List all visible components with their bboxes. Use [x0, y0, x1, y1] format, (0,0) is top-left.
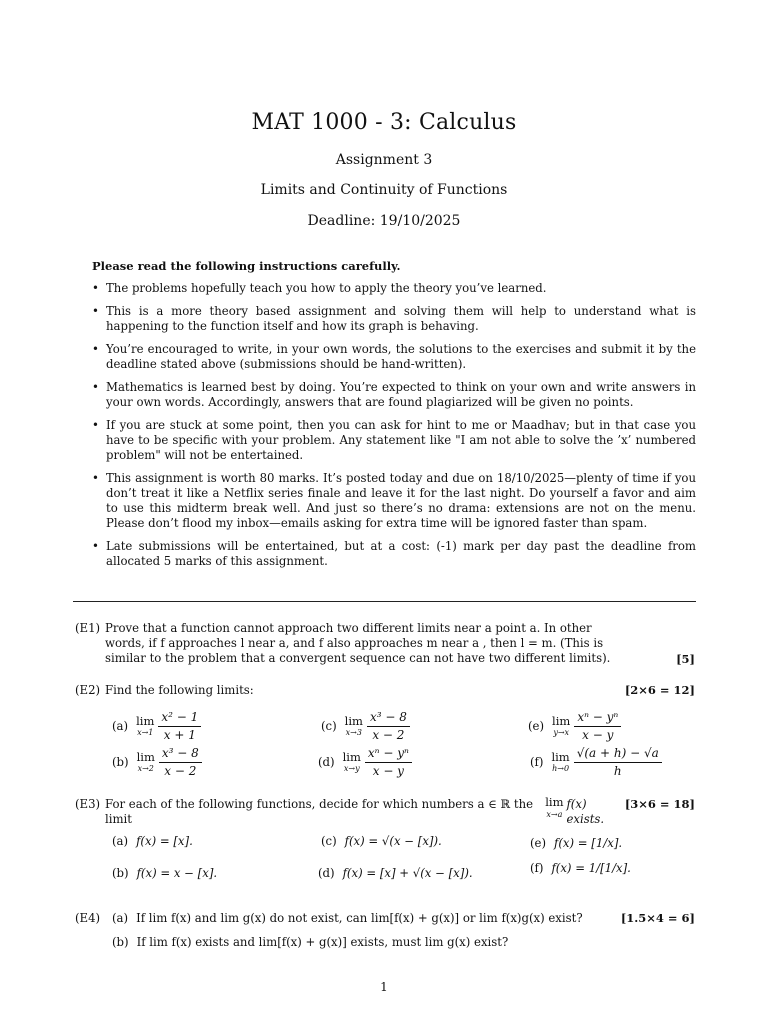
assignment-number: Assignment 3 — [335, 152, 433, 168]
function-part-a: (a) f(x) = [x]. — [112, 834, 193, 848]
function-part-b: (b) f(x) = x − [x]. — [112, 866, 218, 880]
instruction-item: • This is a more theory based assignment and solving them will help to understand what is happening to the function itself and how its graph is behaving. — [92, 304, 696, 334]
function-part-d: (d) f(x) = [x] + √(x − [x]). — [318, 866, 473, 880]
question-part-b: (b) If lim f(x) exists and lim[f(x) + g(x)] exists, must lim g(x) exist? — [112, 935, 509, 949]
limit-part-e: (e) lim y→x $\frac{\text{xⁿ − yⁿ}}{x - y}$ — [528, 710, 621, 743]
instructions-list — [92, 281, 696, 577]
limit-part-a: (a) lim x→1 $\frac{\text{x² − 1}}{x + 1}$ — [112, 710, 201, 743]
limit-part-f: (f) lim h→0 $\frac{√(a + h) - √a}{h}$ — [530, 746, 662, 779]
section-divider — [73, 601, 696, 602]
question-part-a: (a) If lim f(x) and lim g(x) do not exist, can lim[f(x) + g(x)] or lim f(x)g(x) exist? — [112, 911, 583, 925]
limit-part-c: (c) lim x→3 $\frac{\text{x³ − 8}}{x - 2}$ — [321, 710, 410, 743]
course-title: MAT 1000 - 3: Calculus — [251, 110, 517, 135]
instruction-item: • This assignment is worth 80 marks. It’s posted today and due on 18/10/2025—plenty of time if you don’t treat it like a Netflix series finale and leave it for the last night. Do yourself a favor and aim to use this midterm break well. And just so there’s no drama: extensions are not on the menu. Please don’t flood my inbox—emails asking for extra time will be ignored faster than spam. — [92, 471, 696, 531]
exercise-marks: [2×6 = 12] — [624, 683, 695, 697]
function-part-c: (c) f(x) = √(x − [x]). — [321, 834, 442, 848]
exercise-marks: [5] — [676, 652, 695, 666]
page-number: 1 — [380, 980, 388, 994]
instruction-item: • Mathematics is learned best by doing. You’re expected to think on your own and write answers in your own words. Accordingly, answers that are found plagiarized will be given no points. — [92, 380, 696, 410]
exercise-marks: [1.5×4 = 6] — [620, 911, 695, 925]
instruction-item: • If you are stuck at some point, then you can ask for hint to me or Maadhav; but in that case you have to be specific with your problem. Any statement like "I am not able to solve the ’x’ numbered problem" will not be entertained. — [92, 418, 696, 463]
exercise-number: (E2) — [75, 683, 101, 697]
function-part-f: (f) f(x) = 1/[1/x]. — [530, 861, 631, 875]
exercise-text: Find the following limits: — [105, 683, 254, 697]
exercise-number: (E1) — [75, 621, 101, 635]
exercise-number: (E4) — [75, 911, 101, 925]
instruction-item: • You’re encouraged to write, in your own words, the solutions to the exercises and submit it by the deadline stated above (submissions should be hand-written). — [92, 342, 696, 372]
instructions-heading: Please read the following instructions carefully. — [92, 259, 401, 273]
instruction-item: • The problems hopefully teach you how to apply the theory you’ve learned. — [92, 281, 696, 296]
function-part-e: (e) f(x) = [1/x]. — [530, 836, 623, 850]
exercise-text: For each of the following functions, decide for which numbers a ∈ ℝ the limit lim x→a f(x) exists. — [105, 795, 605, 826]
exercise-number: (E3) — [75, 797, 101, 811]
deadline: Deadline: 19/10/2025 — [307, 213, 461, 229]
exercise-text: Prove that a function cannot approach two different limits near a point a. In other words, if f approaches l near a, and f also approaches m near a , then l = m. (This is similar to the problem that a convergent sequence can not have two different limits). — [105, 621, 611, 665]
exercise-marks: [3×6 = 18] — [624, 797, 695, 811]
limit-part-d: (d) lim x→y $\frac{\text{xⁿ − yⁿ}}{x - y}$ — [318, 746, 412, 779]
limit-part-b: (b) lim x→2 $\frac{\text{x³ − 8}}{x - 2}$ — [112, 746, 202, 779]
assignment-topic: Limits and Continuity of Functions — [260, 182, 508, 198]
instruction-item: • Late submissions will be entertained, but at a cost: (-1) mark per day past the deadline from allocated 5 marks of this assignment. — [92, 539, 696, 569]
